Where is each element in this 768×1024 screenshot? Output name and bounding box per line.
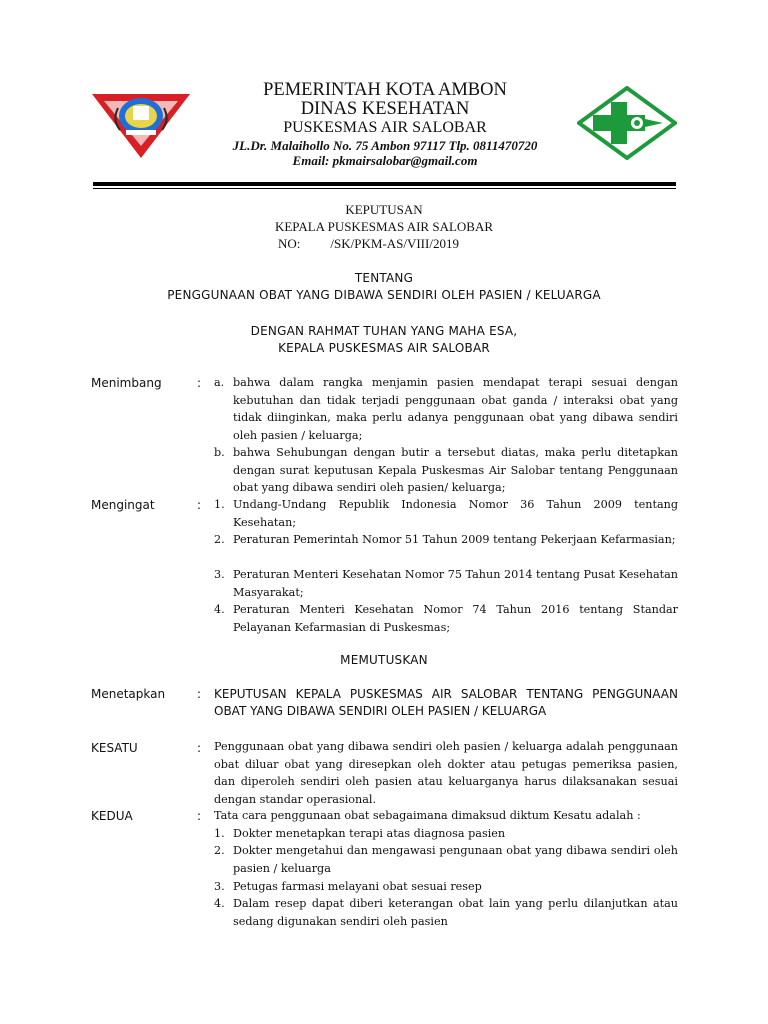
doc-number-label: NO: <box>278 236 301 251</box>
menetapkan-colon: : <box>197 687 202 701</box>
list-text: Dokter menetapkan terapi atas diagnosa pasien <box>233 827 506 840</box>
list-marker: 1. <box>214 498 225 511</box>
menimbang-label: Menimbang <box>91 376 162 390</box>
list-marker: a. <box>214 376 225 389</box>
doc-type: KEPUTUSAN <box>345 202 423 217</box>
list-item <box>214 444 678 497</box>
list-marker: 2. <box>214 533 225 546</box>
letterhead-divider-thin <box>93 188 676 189</box>
list-marker: b. <box>214 446 225 459</box>
list-text: Petugas farmasi melayani obat sesuai resep <box>233 880 482 893</box>
menimbang-colon: : <box>197 376 202 390</box>
list-marker: 3. <box>214 568 225 581</box>
list-text: bahwa dalam rangka menjamin pasien mendapat terapi sesuai dengan kebutuhan dan tidak terjadi penggunaan obat ganda / interaksi obat yang tidak diinginkan, maka perlu adanya penggunaan obat yang dibawa sendiri oleh pasien / keluarga; <box>233 376 678 442</box>
doc-number <box>278 236 459 252</box>
letterhead-email: Email: pkmairsalobar@gmail.com <box>292 153 478 168</box>
menetapkan-label: Menetapkan <box>91 687 166 701</box>
list-marker: 3. <box>214 880 225 893</box>
puskesmas-logo-icon <box>577 86 677 160</box>
letterhead-clinic: PUSKESMAS AIR SALOBAR <box>283 119 487 136</box>
tentang-heading: TENTANG <box>354 271 414 285</box>
list-item <box>214 601 678 636</box>
memutuskan-heading: MEMUTUSKAN <box>340 653 428 667</box>
doc-issuer: KEPALA PUSKESMAS AIR SALOBAR <box>274 219 494 234</box>
kedua-label: KEDUA <box>91 809 133 823</box>
letterhead-government: PEMERINTAH KOTA AMBON <box>263 80 507 100</box>
preamble-line-2: KEPALA PUSKESMAS AIR SALOBAR <box>278 341 490 355</box>
kesatu-text: Penggunaan obat yang dibawa sendiri oleh pasien / keluarga adalah penggunaan obat diluar obat yang diresepkan oleh dokter atau petugas pemeriksa pasien, dan diperoleh sendiri oleh pasien atau keluarganya harus dilaksanakan sesuai dengan standar operasional. <box>214 740 678 806</box>
list-item <box>214 496 678 531</box>
kesatu-label: KESATU <box>91 741 138 755</box>
list-text: Undang-Undang Republik Indonesia Nomor 36 Tahun 2009 tentang Kesehatan; <box>233 498 678 529</box>
list-marker: 4. <box>214 603 225 616</box>
list-text: Dalam resep dapat diberi keterangan obat lain yang perlu dilanjutkan atau sedang digunakan sendiri oleh pasien <box>233 897 678 928</box>
letterhead-department: DINAS KESEHATAN <box>300 99 470 119</box>
list-marker: 4. <box>214 897 225 910</box>
doc-subject: PENGGUNAAN OBAT YANG DIBAWA SENDIRI OLEH PASIEN / KELUARGA <box>167 288 601 302</box>
doc-number-value: /SK/PKM-AS/VIII/2019 <box>330 236 459 251</box>
list-text: Dokter mengetahui dan mengawasi pengunaan obat yang dibawa sendiri oleh pasien / keluarga <box>233 844 678 875</box>
mengingat-label: Mengingat <box>91 498 155 512</box>
list-text: Peraturan Pemerintah Nomor 51 Tahun 2009 tentang Pekerjaan Kefarmasian; <box>233 533 676 546</box>
list-text: Peraturan Menteri Kesehatan Nomor 75 Tahun 2014 tentang Pusat Kesehatan Masyarakat; <box>233 568 678 599</box>
ambon-city-emblem-icon <box>90 86 192 160</box>
list-item <box>214 842 678 877</box>
list-text: Peraturan Menteri Kesehatan Nomor 74 Tahun 2016 tentang Standar Pelayanan Kefarmasian di Puskesmas; <box>233 603 678 634</box>
letterhead-divider-thick <box>93 182 676 186</box>
letterhead-address: JL.Dr. Malaihollo No. 75 Ambon 97117 Tlp. 0811470720 <box>232 138 538 153</box>
list-item <box>214 531 678 549</box>
list-marker: 2. <box>214 844 225 857</box>
kedua-colon: : <box>197 809 202 823</box>
kedua-intro: Tata cara penggunaan obat sebagaimana dimaksud diktum Kesatu adalah : <box>214 809 641 822</box>
list-item <box>214 566 678 601</box>
mengingat-colon: : <box>197 498 202 512</box>
list-text: bahwa Sehubungan dengan butir a tersebut diatas, maka perlu ditetapkan dengan surat keputusan Kepala Puskesmas Air Salobar tentang Penggunaan obat yang dibawa sendiri oleh pasien/ keluarga; <box>233 446 678 494</box>
list-item <box>214 825 678 843</box>
list-item <box>214 374 678 444</box>
list-item <box>214 878 678 896</box>
preamble-line-1: DENGAN RAHMAT TUHAN YANG MAHA ESA, <box>250 324 518 338</box>
list-marker: 1. <box>214 827 225 840</box>
menetapkan-text: KEPUTUSAN KEPALA PUSKESMAS AIR SALOBAR TENTANG PENGGUNAAN OBAT YANG DIBAWA SENDIRI OLEH PASIEN / KELUARGA <box>214 687 678 718</box>
kesatu-colon: : <box>197 741 202 755</box>
list-item <box>214 895 678 930</box>
